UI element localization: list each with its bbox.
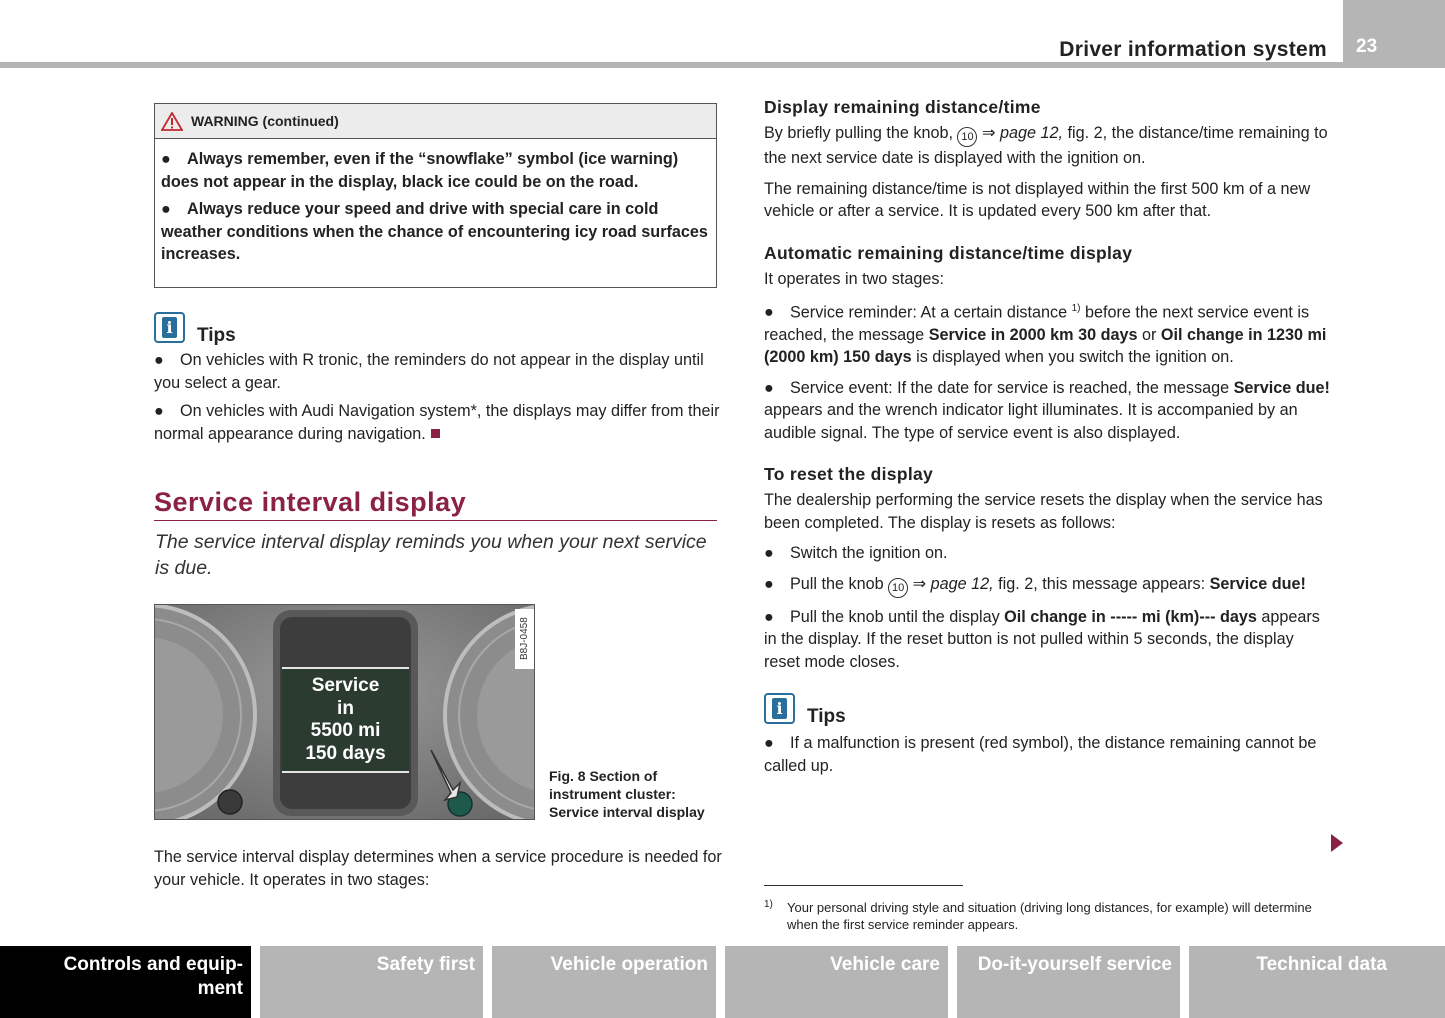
footnote-text: Your personal driving style and situation (driving long distances, for example) will determine when the first service reminder appears. <box>787 900 1312 932</box>
info-icon: i <box>154 312 185 343</box>
list-item: ● Switch the ignition on. <box>764 542 1334 565</box>
subheading-reset-display: To reset the display <box>764 464 934 485</box>
footnote <box>764 899 1334 933</box>
figure-caption: Fig. 8 Section of instrument cluster: Service interval display <box>549 768 705 820</box>
bullet-icon: ● <box>764 378 774 397</box>
page-number-box <box>1343 0 1445 68</box>
nav-tab-vehicle-care[interactable]: Vehicle care <box>725 946 948 1018</box>
right-column <box>764 97 1334 785</box>
subheading-display-remaining: Display remaining distance/time <box>764 97 1041 117</box>
display-line: Service <box>311 675 380 696</box>
bullet-icon: ● <box>154 351 164 369</box>
knob-10-icon: 10 <box>957 127 977 147</box>
nav-tab-vehicle-operation[interactable]: Vehicle operation <box>492 946 716 1018</box>
figure-code: B8J-0458 <box>515 609 535 669</box>
list-item: ● Pull the knob until the display Oil change in ----- mi (km)--- days appears in the display. If the reset button is not pulled within 5 seconds, the display reset mode closes. <box>764 607 1320 671</box>
nav-tab-controls[interactable]: Controls and equip- ment <box>0 946 251 1018</box>
footnote-mark: 1) <box>764 899 773 910</box>
warning-header <box>155 104 716 139</box>
tips-item: ● On vehicles with Audi Navigation system*, the displays may differ from their normal appearance during navigation. <box>154 402 720 443</box>
tips-label: Tips <box>807 706 846 728</box>
list-item: ● Pull the knob 10 ⇒ page 12, fig. 2, this message appears: Service due! <box>764 573 1334 598</box>
warning-item: ● Always reduce your speed and drive with special care in cold weather conditions when the chance of encountering icy road surfaces increases. <box>161 200 708 263</box>
display-line: 5500 mi <box>310 720 381 741</box>
warning-box <box>154 103 717 288</box>
paragraph: By briefly pulling the knob, 10 ⇒ page 12, fig. 2, the distance/time remaining to the next service date is displayed with the ignition on. <box>764 124 1328 167</box>
paragraph: The remaining distance/time is not displayed within the first 500 km of a new vehicle or after a service. It is updated every 500 km after that. <box>764 179 1311 220</box>
nav-tab-safety[interactable]: Safety first <box>260 946 483 1018</box>
subheading-automatic-display: Automatic remaining distance/time display <box>764 242 1133 263</box>
page-reference[interactable]: ⇒ page 12, <box>981 124 1064 142</box>
nav-tab-technical-data[interactable]: Technical data <box>1189 946 1445 1018</box>
bullet-icon: ● <box>764 544 774 563</box>
display-line: in <box>337 697 354 719</box>
warning-triangle-icon <box>161 112 183 131</box>
section-lead: The service interval display reminds you when your next service is due. <box>155 531 707 579</box>
tips-item: ● On vehicles with R tronic, the reminders do not appear in the display until you select a gear. <box>154 351 704 392</box>
info-icon: i <box>764 693 795 724</box>
tips-item: ● If a malfunction is present (red symbol), the distance remaining cannot be called up. <box>764 734 1317 775</box>
warning-item: ● Always remember, even if the “snowflake” symbol (ice warning) does not appear in the display, black ice could be on the road. <box>161 150 679 191</box>
tips-left <box>154 312 724 451</box>
header-rule <box>0 62 1343 68</box>
warning-title: WARNING (continued) <box>191 113 339 129</box>
tips-right-header <box>764 693 1334 728</box>
bullet-icon: ● <box>764 574 774 593</box>
section-title: Service interval display <box>154 487 717 521</box>
bullet-icon: ● <box>161 200 171 218</box>
bullet-icon: ● <box>764 607 774 626</box>
nav-tab-diy-service[interactable]: Do-it-yourself service <box>957 946 1180 1018</box>
paragraph: It operates in two stages: <box>764 269 944 288</box>
tips-label: Tips <box>197 325 236 346</box>
list-item: ● Service reminder: At a certain distance $^{1)}$ before the next service event is reached, the message Service in 2000 km 30 days or Oil change in 1230 mi (2000 km) 150 days is displayed when you switch the ignition on. <box>764 303 1327 367</box>
bullet-icon: ● <box>154 402 164 420</box>
knob-10-icon: 10 <box>888 578 908 598</box>
display-line: 150 days <box>305 742 386 764</box>
page-number: 23 <box>1356 36 1378 57</box>
section-end-icon <box>431 429 440 438</box>
bullet-icon: ● <box>764 303 774 322</box>
header-title: Driver information system <box>1059 38 1327 61</box>
instrument-cluster-figure <box>154 604 535 820</box>
page-reference[interactable]: ⇒ page 12, <box>912 574 994 593</box>
display-text <box>282 675 409 765</box>
footnote-reference: 1) <box>1071 303 1081 314</box>
footnote-divider <box>764 885 963 886</box>
continue-arrow-icon <box>1331 834 1343 852</box>
bullet-icon: ● <box>764 734 774 753</box>
paragraph: The dealership performing the service resets the display when the service has been completed. The display is resets as follows: <box>764 491 1323 532</box>
list-item: ● Service event: If the date for service is reached, the message Service due! appears and the wrench indicator light illuminates. It is accompanied by an audible signal. The type of service event is also displayed. <box>764 378 1330 442</box>
left-paragraph: The service interval display determines when a service procedure is needed for your vehicle. It operates in two stages: <box>154 848 722 889</box>
bullet-icon: ● <box>161 150 171 168</box>
